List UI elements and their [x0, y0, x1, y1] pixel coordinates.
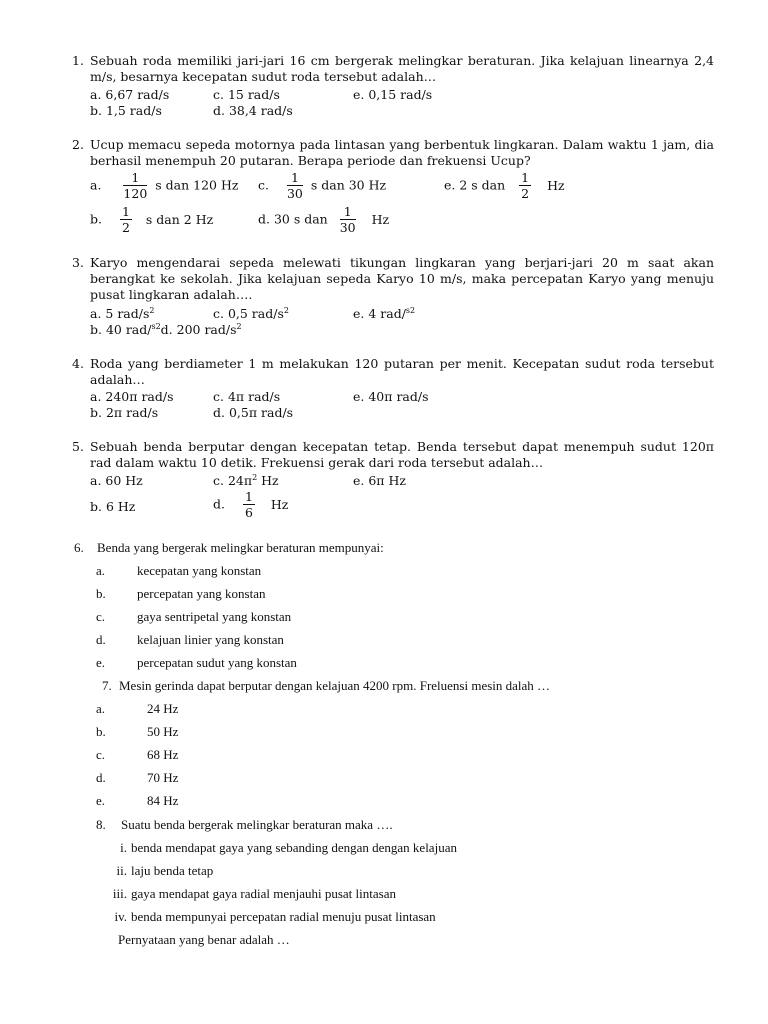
question-1: [72, 53, 714, 85]
question-closing: Pernyataan yang benar adalah …: [118, 932, 290, 947]
option-text: gaya mendapat gaya radial menjauhi pusat lintasan: [131, 886, 396, 901]
option-label: i.: [120, 840, 127, 855]
option-label: c.: [258, 177, 269, 193]
option-text: b. 40 rad/: [90, 322, 152, 337]
option-text: kecepatan yang konstan: [137, 563, 262, 578]
option-b: b. 6 Hz: [90, 499, 136, 514]
question-number: 8.: [96, 817, 106, 832]
denominator: 120: [123, 186, 148, 201]
question-text: Roda yang berdiameter 1 m melakukan 120 putaran per menit. Kecepatan sudut roda tersebut adalah…: [90, 356, 714, 387]
option-label: e. 2 s dan: [444, 177, 506, 193]
option-label: iii.: [112, 886, 127, 901]
question-text: Karyo mengendarai sepeda melewati tikungan lingkaran yang berjari-jari 20 m saat akan berangkat ke sekolah. Jika kelajuan sepeda Karyo 10 m/s, maka percepatan Karyo yang menuju pusat lingkaran adalah….: [90, 255, 714, 302]
option-text: percepatan sudut yang konstan: [137, 655, 297, 670]
option-label: e.: [96, 793, 106, 808]
option-text: 50 Hz: [147, 724, 179, 739]
option-text: Hz: [547, 177, 565, 193]
option-label: d. 30 s dan: [258, 211, 328, 227]
numerator: 1: [340, 204, 356, 220]
question-2: [72, 137, 714, 169]
option-c: [213, 473, 279, 489]
option-text: benda mempunyai percepatan radial menuju pusat lintasan: [131, 909, 436, 924]
option-text: 24 Hz: [147, 701, 179, 716]
option-text: s dan 2 Hz: [145, 211, 214, 227]
option-a: [90, 170, 238, 202]
question-text: Sebuah benda berputar dengan kecepatan tetap. Benda tersebut dapat menempuh sudut 120π rad dalam waktu 10 detik. Frekuensi gerak dari roda tersebut adalah…: [90, 439, 714, 470]
question-text: Sebuah roda memiliki jari-jari 16 cm bergerak melingkar beraturan. Jika kelajuan linearnya 2,4 m/s, besarnya kecepatan sudut roda tersebut adalah…: [90, 53, 714, 84]
option-text: c. 0,5 rad/s: [213, 306, 284, 321]
question-number: 3.: [72, 255, 84, 270]
option-text: s dan 30 Hz: [310, 177, 387, 193]
option-label: d.: [96, 632, 106, 647]
question-number: 6.: [74, 540, 84, 555]
question-number: 7.: [102, 678, 112, 693]
option-d: [258, 204, 389, 236]
option-c: c. 15 rad/s: [213, 87, 280, 102]
denominator: 6: [244, 505, 253, 520]
option-label: b.: [96, 586, 106, 601]
option-text: laju benda tetap: [131, 863, 214, 878]
option-a: [90, 306, 154, 322]
option-d: d. 38,4 rad/s: [213, 103, 293, 118]
fraction: [340, 204, 356, 236]
numerator: 1: [121, 204, 130, 219]
option-b: b. 2π rad/s: [90, 405, 159, 420]
question-text: Ucup memacu sepeda motornya pada lintasan yang berbentuk lingkaran. Dalam waktu 1 jam, dia berhasil menempuh 20 putaran. Berapa periode dan frekuensi Ucup?: [90, 137, 714, 168]
option-label: b.: [90, 211, 102, 227]
option-a: a. 240π rad/s: [90, 389, 174, 404]
option-text: s dan 120 Hz: [155, 177, 239, 193]
option-label: a.: [96, 701, 106, 716]
superscript: 2: [252, 472, 258, 482]
option-e: [444, 170, 565, 202]
option-label: d.: [213, 496, 225, 512]
option-text: c. 24π: [213, 473, 253, 488]
superscript: 2: [149, 305, 155, 315]
option-label: b.: [96, 724, 106, 739]
fraction: [519, 170, 531, 202]
option-text: 84 Hz: [147, 793, 179, 808]
option-b: [90, 204, 213, 236]
question-number: 1.: [72, 53, 84, 68]
option-c: [213, 306, 289, 322]
question-text: Suatu benda bergerak melingkar beraturan maka ….: [121, 817, 393, 832]
option-e: e. 6π Hz: [353, 473, 406, 488]
option-label: a.: [90, 177, 102, 193]
fraction: [243, 489, 255, 521]
option-unit: Hz: [257, 473, 279, 488]
option-label: c.: [96, 747, 106, 762]
option-b-and-d: [90, 322, 242, 338]
question-text: Mesin gerinda dapat berputar dengan kelajuan 4200 rpm. Freluensi mesin dalah …: [119, 678, 551, 693]
question-number: 2.: [72, 137, 84, 152]
option-label: c.: [96, 609, 106, 624]
option-label: a.: [96, 563, 106, 578]
option-label: iv.: [114, 909, 127, 924]
numerator: 1: [244, 489, 253, 504]
superscript: 2: [283, 305, 289, 315]
superscript: 2: [236, 321, 242, 331]
option-c: [258, 170, 386, 202]
superscript: s2: [151, 321, 161, 331]
option-text: 68 Hz: [147, 747, 179, 762]
denominator: 30: [339, 220, 356, 235]
option-e: [353, 306, 415, 322]
option-label: e.: [96, 655, 106, 670]
question-4: [72, 356, 714, 388]
option-text: Hz: [371, 211, 390, 227]
question-6: [74, 540, 384, 556]
option-b: b. 1,5 rad/s: [90, 103, 162, 118]
denominator: 2: [121, 220, 130, 235]
fraction: [123, 170, 147, 202]
option-text: percepatan yang konstan: [137, 586, 266, 601]
option-a: a. 6,67 rad/s: [90, 87, 170, 102]
denominator: 2: [521, 186, 530, 201]
option-text: Hz: [270, 496, 289, 512]
option-d: [213, 489, 288, 521]
question-text: Benda yang bergerak melingkar beraturan mempunyai:: [97, 540, 384, 555]
option-e: e. 40π rad/s: [353, 389, 429, 404]
option-text: e. 4 rad/: [353, 306, 406, 321]
option-text: gaya sentripetal yang konstan: [137, 609, 292, 624]
option-text: benda mendapat gaya yang sebanding dengan dengan kelajuan: [131, 840, 457, 855]
option-a: a. 60 Hz: [90, 473, 143, 488]
fraction: [120, 204, 132, 236]
option-d: d. 0,5π rad/s: [213, 405, 294, 420]
option-text: a. 5 rad/s: [90, 306, 150, 321]
option-label: d.: [96, 770, 106, 785]
question-number: 4.: [72, 356, 84, 371]
fraction: [287, 170, 303, 202]
option-e: e. 0,15 rad/s: [353, 87, 433, 102]
question-number: 5.: [72, 439, 84, 454]
numerator: 1: [521, 170, 530, 185]
option-label: ii.: [116, 863, 127, 878]
question-7: [102, 678, 550, 694]
numerator: 1: [123, 170, 147, 186]
question-3: [72, 255, 714, 303]
question-8: [96, 817, 393, 833]
superscript: s2: [405, 305, 416, 315]
denominator: 30: [286, 186, 303, 201]
option-text: 70 Hz: [147, 770, 179, 785]
numerator: 1: [287, 170, 303, 186]
option-text: kelajuan linier yang konstan: [137, 632, 284, 647]
option-c: c. 4π rad/s: [213, 389, 281, 404]
option-text: d. 200 rad/s: [160, 322, 237, 337]
question-5: [72, 439, 714, 471]
